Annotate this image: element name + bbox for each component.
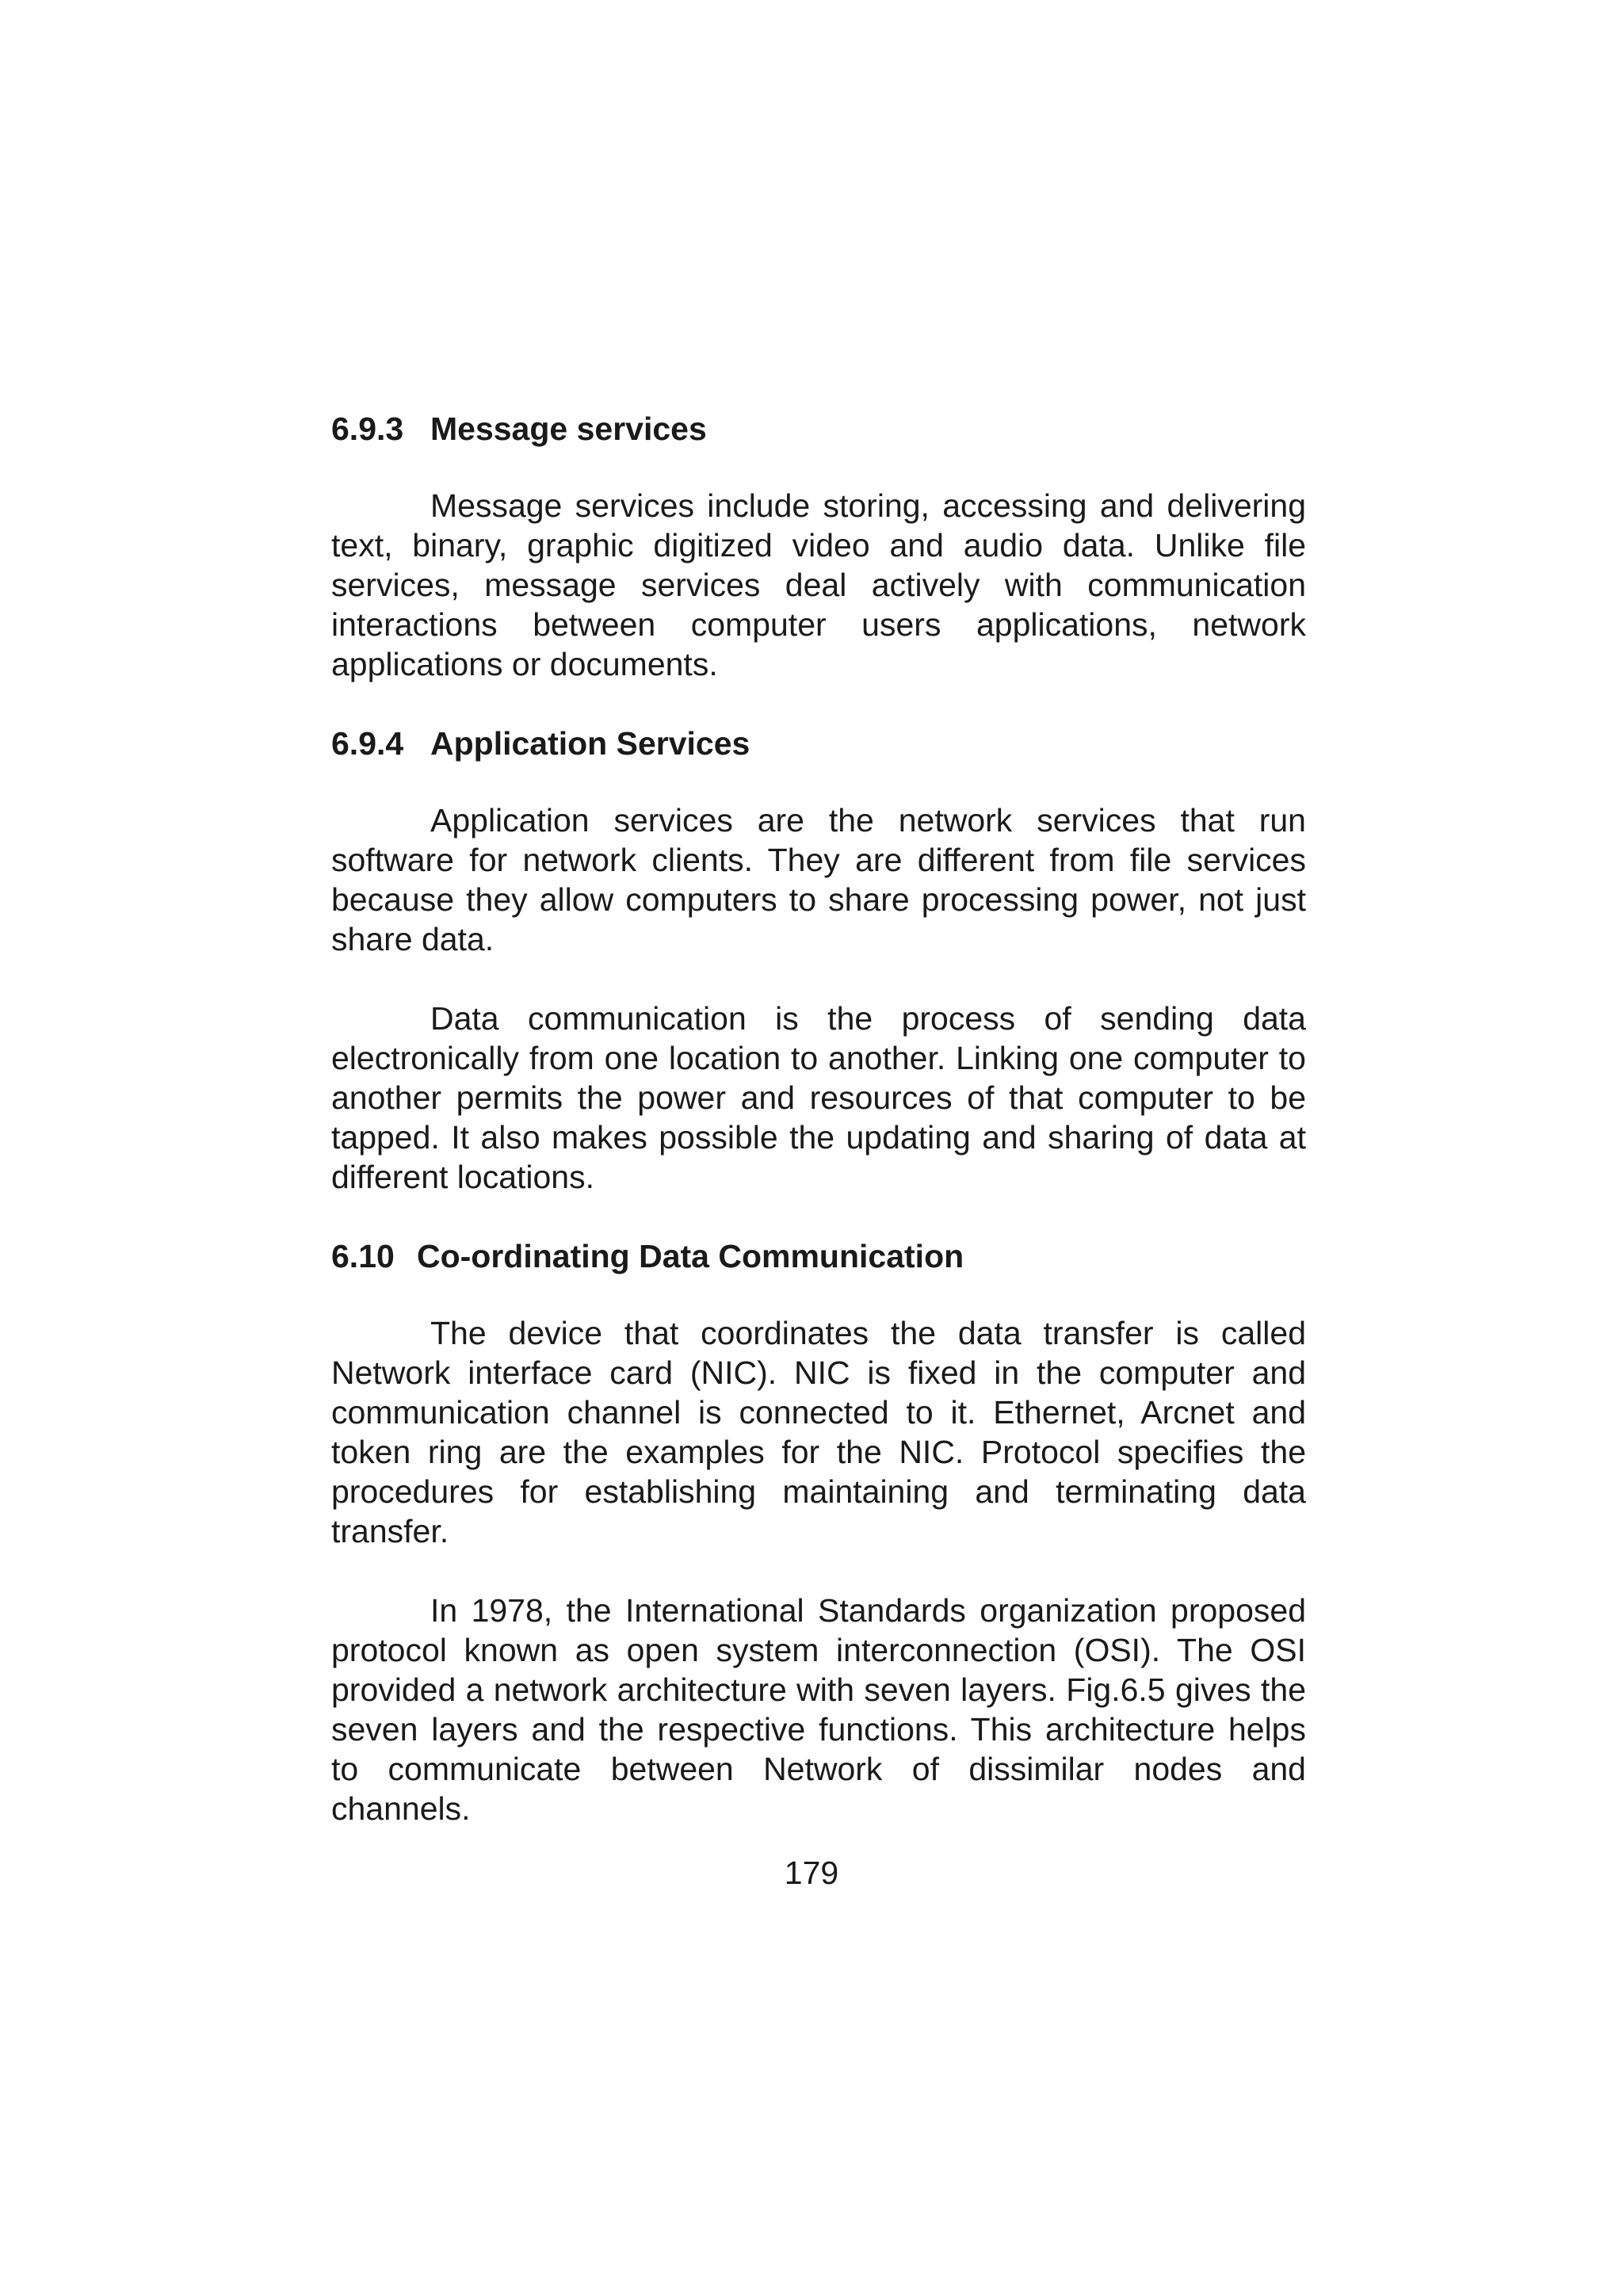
section-heading-6-10 (331, 1236, 1306, 1276)
paragraph: The device that coordinates the data transfer is called Network interface card (NIC). NIC is fixed in the computer and communication channel is connected to it. Ethernet, Arcnet and token ring are the examples for the NIC. Protocol specifies the procedures for establishing maintaining and terminating data transfer. (331, 1315, 1306, 1549)
section-title: Message services (430, 411, 707, 447)
paragraph: Message services include storing, accessing and delivering text, binary, graphic digitized video and audio data. Unlike file services, message services deal actively with communication interactions between computer users applications, network applications or documents. (331, 487, 1306, 682)
page-number: 179 (784, 1855, 839, 1891)
section-number: 6.9.3 (331, 411, 404, 447)
section-number: 6.9.4 (331, 725, 404, 762)
section-number: 6.10 (331, 1238, 395, 1274)
page-content (331, 409, 1306, 1868)
section-title: Application Services (430, 725, 750, 762)
paragraph: Application services are the network services that run software for network clients. They are different from file services because they allow computers to share processing power, not just share data. (331, 802, 1306, 957)
paragraph: Data communication is the process of sending data electronically from one location to another. Linking one computer to another permits the power and resources of that computer to be tapped. It also makes possible the updating and sharing of data at different locations. (331, 1000, 1306, 1195)
section-heading-6-9-3 (331, 409, 1306, 449)
section-title: Co-ordinating Data Communication (417, 1238, 964, 1274)
paragraph: In 1978, the International Standards organization proposed protocol known as open system interconnection (OSI). The OSI provided a network architecture with seven layers. Fig.6.5 gives the seven layers and the respective functions. This architecture helps to communicate between Network of dissimilar nodes and channels. (331, 1592, 1306, 1827)
section-heading-6-9-4 (331, 724, 1306, 763)
